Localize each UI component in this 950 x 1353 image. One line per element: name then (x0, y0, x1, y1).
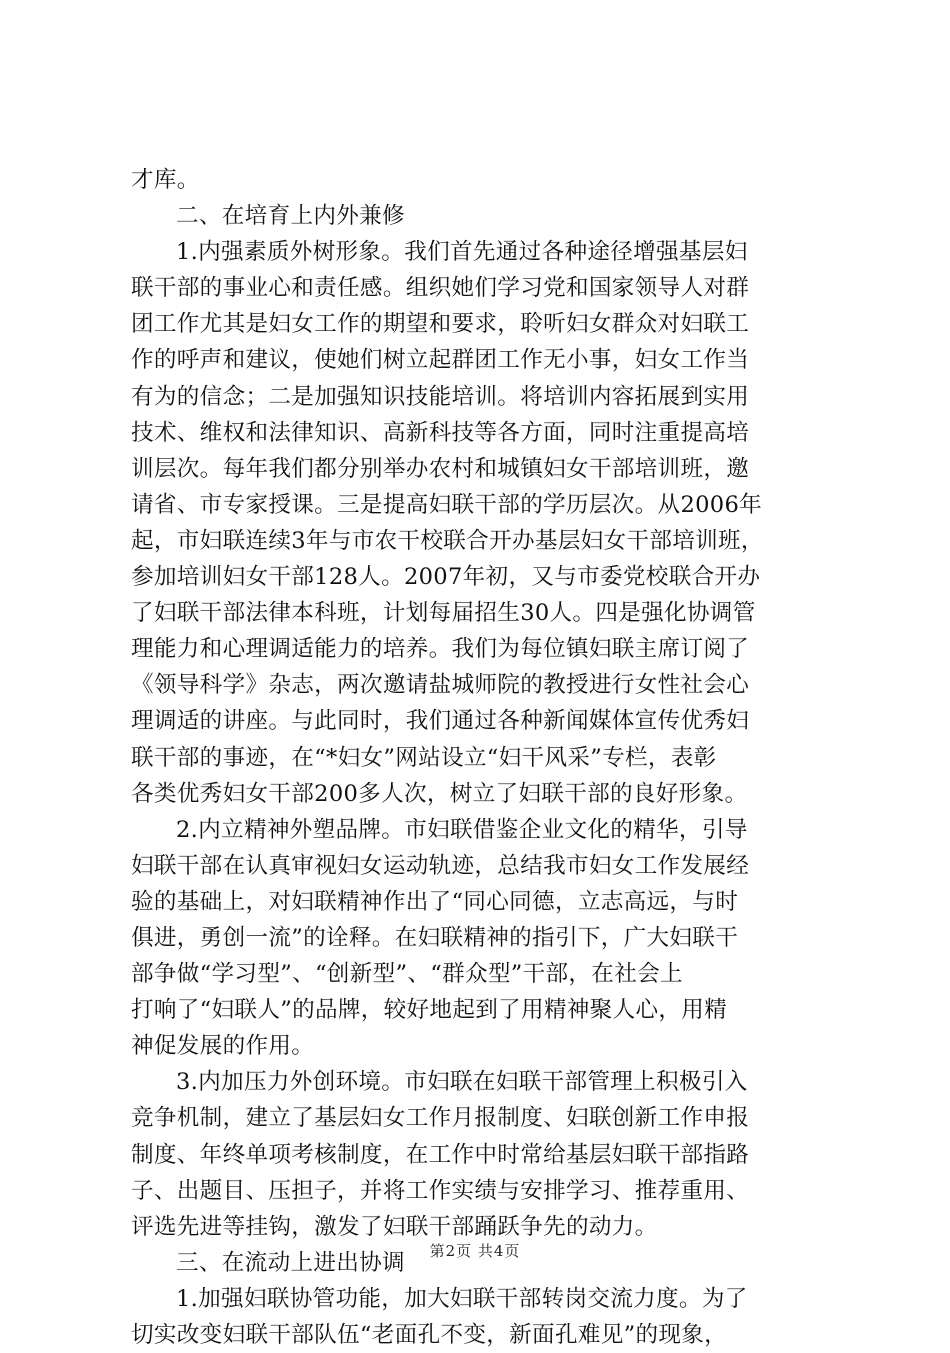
paragraph-start: 2.内立精神外塑品牌。市妇联借鉴企业文化的精华，引导 (176, 816, 748, 843)
text-line: 起，市妇联连续3年与市农干校联合开办基层妇女干部培训班， (131, 527, 764, 554)
text-line: 神促发展的作用。 (131, 1033, 315, 1060)
section-heading: 二、在培育上内外兼修 (176, 203, 405, 230)
text-line: 俱进，勇创一流”的诠释。在妇联精神的指引下，广大妇联干 (131, 924, 739, 951)
paragraph-start: 1.内强素质外树形象。我们首先通过各种途径增强基层妇 (176, 239, 748, 266)
text-line: 了妇联干部法律本科班，计划每届招生30人。四是强化协调管 (131, 600, 756, 627)
text-line: 训层次。每年我们都分别举办农村和城镇妇女干部培训班，邀 (131, 455, 750, 482)
text-line: 参加培训妇女干部128人。2007年初，又与市委党校联合开办 (131, 564, 761, 591)
text-line: 验的基础上，对妇联精神作出了“同心同德，立志高远，与时 (131, 888, 739, 915)
text-line: 有为的信念；二是加强知识技能培训。将培训内容拓展到实用 (131, 383, 750, 410)
text-line: 制度、年终单项考核制度，在工作中时常给基层妇联干部指路 (131, 1141, 750, 1168)
text-line: 打响了“妇联人”的品牌，较好地起到了用精神聚人心，用精 (131, 997, 728, 1024)
text-line: 评选先进等挂钩，激发了妇联干部踊跃争先的动力。 (131, 1213, 658, 1240)
text-line: 《领导科学》杂志，两次邀请盐城师院的教授进行女性社会心 (131, 672, 750, 699)
paragraph-start: 3.内加压力外创环境。市妇联在妇联干部管理上积极引入 (176, 1069, 748, 1096)
text-line: 各类优秀妇女干部200多人次，树立了妇联干部的良好形象。 (131, 780, 748, 807)
text-line: 部争做“学习型”、“创新型”、“群众型”干部，在社会上 (131, 961, 683, 988)
section-heading: 三、在流动上进出协调 (176, 1249, 405, 1276)
page-number-footer: 第2页 共4页 (429, 1242, 521, 1260)
text-line: 技术、维权和法律知识、高新科技等各方面，同时注重提高培 (131, 419, 750, 446)
text-line: 竞争机制，建立了基层妇女工作月报制度、妇联创新工作申报 (131, 1105, 750, 1132)
text-line: 妇联干部在认真审视妇女运动轨迹，总结我市妇女工作发展经 (131, 852, 750, 879)
text-line: 联干部的事迹，在“*妇女”网站设立“妇干风采”专栏，表彰 (131, 744, 717, 771)
text-line: 子、出题目、压担子，并将工作实绩与安排学习、推荐重用、 (131, 1177, 750, 1204)
text-line: 联干部的事业心和责任感。组织她们学习党和国家领导人对群 (131, 275, 750, 302)
text-line: 请省、市专家授课。三是提高妇联干部的学历层次。从2006年 (131, 491, 763, 518)
text-line: 理调适的讲座。与此同时，我们通过各种新闻媒体宣传优秀妇 (131, 708, 750, 735)
document-body (131, 162, 843, 1353)
text-line: 才库。 (131, 167, 200, 193)
paragraph-start: 1.加强妇联协管功能，加大妇联干部转岗交流力度。为了 (176, 1285, 748, 1312)
text-line: 团工作尤其是妇女工作的期望和要求，聆听妇女群众对妇联工 (131, 311, 750, 338)
text-line: 作的呼声和建议，使她们树立起群团工作无小事，妇女工作当 (131, 347, 750, 374)
text-line: 切实改变妇联干部队伍“老面孔不变，新面孔难见”的现象， (131, 1322, 728, 1348)
text-line: 理能力和心理调适能力的培养。我们为每位镇妇联主席订阅了 (131, 636, 750, 663)
